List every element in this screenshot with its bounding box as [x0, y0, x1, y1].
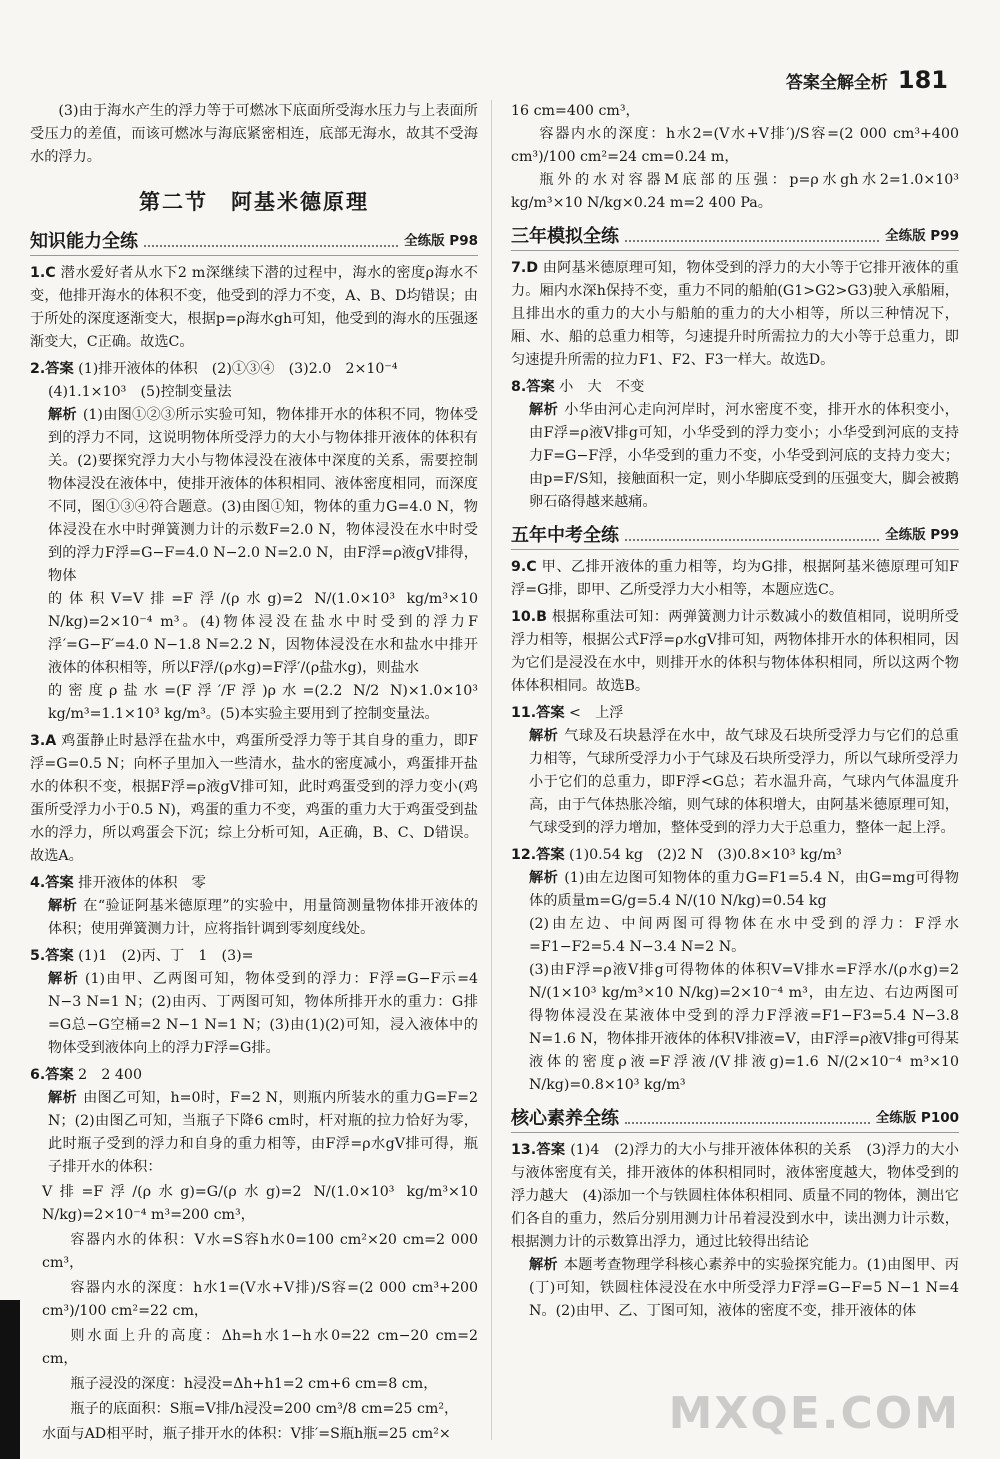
- header-title: 答案全解全析: [785, 73, 888, 93]
- answer-text: (1)排开液体的体积 (2)①③④ (3)2.0 2×10⁻⁴: [78, 361, 398, 377]
- question-number: 1.C: [30, 265, 56, 281]
- question-11-answer: [511, 702, 959, 725]
- question-1: [30, 262, 478, 354]
- question-13-answer: [511, 1139, 959, 1254]
- analysis-tag: 解析: [48, 971, 79, 987]
- question-number: 8.答案: [511, 379, 555, 395]
- question-5-analysis: [30, 968, 478, 1060]
- right-column: [511, 100, 959, 1323]
- question-6-formula-1: V排=F浮/(ρ水g)=G/(ρ水g)=2 N/(1.0×10³ kg/m³×10 N/kg)=2×10⁻⁴ m³=200 cm³，: [42, 1184, 478, 1223]
- continued-formula-3: 瓶外的水对容器M底部的压强：p=ρ水gh水2=1.0×10³ kg/m³×10 N/kg×0.24 m=2 400 Pa。: [511, 172, 959, 211]
- answer-text: (1)0.54 kg (2)2 N (3)0.8×10³ kg/m³: [569, 847, 842, 863]
- page-header: [786, 66, 948, 94]
- question-3: [30, 730, 478, 868]
- dotted-leader: [625, 240, 879, 242]
- question-text: 潜水爱好者从水下2 m深继续下潜的过程中，海水的密度ρ海水不变，他排开海水的体积不变，他受到的浮力不变，A、B、D均错误；由于所处的深度逐渐变大，根据p=ρ海水gh可知，他受到的海水的压强逐渐变大，C正确。故选C。: [30, 265, 478, 350]
- section-header-knowledge: [30, 230, 478, 256]
- question-6-answer: [30, 1064, 478, 1087]
- section-header-ref: 全练版 P98: [404, 233, 478, 249]
- question-11-analysis: [511, 725, 959, 840]
- question-6-formula-4: 则水面上升的高度：Δh=h水1−h水0=22 cm−20 cm=2 cm，: [42, 1328, 478, 1367]
- analysis-text: 本题考查物理学科核心素养中的实验探究能力。(1)由图甲、丙(丁)可知，铁圆柱体浸没在水中所受浮力F浮=G−F=5 N−1 N=4 N。(2)由甲、乙、丁图可知，液体的密度不变，排开液体的体: [529, 1257, 959, 1319]
- section-title: 第二节 阿基米德原理: [139, 190, 369, 214]
- question-6-formula-6: 瓶子的底面积：S瓶=V排/h浸没=200 cm³/8 cm=25 cm²，: [70, 1401, 459, 1417]
- question-12-analysis-3: (3)由F浮=ρ液V排g可得物体的体积V=V排水=F浮水/(ρ水g)=2 N/(1×10³ kg/m³×10 N/kg)=2×10⁻⁴ m³，由左边、右边两图可得物体浸没在某液体中受到的浮力F浮液=F1−F3=5.4 N−3.8 N=1.6 N，物体排开液体的体积V排液=V，由F浮=ρ液V排g可得某液体的密度ρ液=F浮液/(V排液g)=1.6 N/(2×10⁻⁴ m³×10 N/kg)=0.8×10³ kg/m³: [529, 962, 959, 1093]
- question-2-formula-1: 的体积V=V排=F浮/(ρ水g)=2 N/(1.0×10³ kg/m³×10 N/kg)=2×10⁻⁴ m³。(4)物体浸没在盐水中时受到的浮力F浮′=G−F′=4.0 N−1.8 N=2.2 N，因物体浸没在水和盐水中排开液体的体积相等，所以F浮/(ρ水g)=F浮′/(ρ盐水g)，则盐水: [48, 591, 478, 676]
- question-13-analysis: [511, 1254, 959, 1323]
- question-text: 根据称重法可知：两弹簧测力计示数减小的数值相同，说明所受浮力相等，根据公式F浮=ρ水gV排可知，两物体排开水的体积相同，因为它们是浸没在水中，则排开水的体积与物体体积相同，所以这两个物体体积相同。故选B。: [511, 609, 959, 694]
- analysis-tag: 解析: [48, 1090, 78, 1106]
- question-number: 11.答案: [511, 705, 565, 721]
- continued-formula-1: 16 cm=400 cm³，: [511, 103, 640, 119]
- column-divider: [491, 100, 492, 1440]
- question-number: 7.D: [511, 260, 539, 276]
- analysis-tag: 解析: [48, 898, 78, 914]
- question-2-answer-cont: (4)1.1×10³ (5)控制变量法: [48, 384, 232, 400]
- answer-text: < 上浮: [569, 705, 624, 721]
- analysis-text: (1)由左边图可知物体的重力G=F1=5.4 N，由G=mg可得物体的质量m=G/g=5.4 N/(10 N/kg)=0.54 kg: [529, 870, 959, 909]
- answer-text: 小 大 不变: [559, 379, 645, 395]
- question-number: 13.答案: [511, 1142, 566, 1158]
- question-text: 甲、乙排开液体的重力相等，均为G排，根据阿基米德原理可知F浮=G排，即甲、乙所受浮力大小相等，本题应选C。: [511, 559, 959, 598]
- question-12-analysis: [511, 867, 959, 913]
- question-number: 10.B: [511, 609, 547, 625]
- section-header-name: 知识能力全练: [30, 231, 138, 252]
- analysis-text: (1)由图①②③所示实验可知，物体排开水的体积不同，物体受到的浮力不同，这说明物体所受浮力的大小与物体排开液体的体积有关。(2)要探究浮力大小与物体浸没在液体中深度的关系，需要控制物体浸没在液体中，使排开液体的体积相同、液体密度相同，而深度不同，图①③④符合题意。(3)由图①知，物体的重力G=4.0 N，物体浸没在水中时弹簧测力计的示数F=2.0 N，物体浸没在水中时受到的浮力F浮=G−F=4.0 N−2.0 N=2.0 N，由F浮=ρ液gV排得，物体: [48, 407, 478, 584]
- section-header-name: 五年中考全练: [511, 525, 619, 546]
- section-header-name: 核心素养全练: [511, 1108, 619, 1129]
- question-10: [511, 606, 959, 698]
- section-header-ref: 全练版 P99: [885, 527, 959, 543]
- watermark: MXQE.COM: [668, 1388, 960, 1439]
- question-8-answer: [511, 376, 959, 399]
- section-header-core: [511, 1107, 959, 1133]
- section-header-five-year: [511, 524, 959, 550]
- question-12-analysis-2: (2)由左边、中间两图可得物体在水中受到的浮力：F浮水=F1−F2=5.4 N−3.4 N=2 N。: [529, 916, 959, 955]
- question-12-answer: [511, 844, 959, 867]
- analysis-tag: 解析: [529, 402, 559, 418]
- section-header-ref: 全练版 P100: [875, 1110, 959, 1126]
- dotted-leader: [144, 245, 398, 247]
- continued-formula-2: 容器内水的深度：h水2=(V水+V排′)/S容=(2 000 cm³+400 cm³)/100 cm²=24 cm=0.24 m，: [511, 126, 959, 165]
- question-number: 12.答案: [511, 847, 565, 863]
- question-4-answer: [30, 872, 478, 895]
- answer-text: 2 2 400: [78, 1067, 142, 1083]
- analysis-tag: 解析: [529, 870, 559, 886]
- question-2-answer: [30, 358, 478, 381]
- question-number: 5.答案: [30, 948, 74, 964]
- answer-text: (1)1 (2)丙、丁 1 (3)=: [78, 948, 254, 964]
- question-number: 4.答案: [30, 875, 74, 891]
- analysis-text: (1)由甲、乙两图可知，物体受到的浮力：F浮=G−F示=4 N−3 N=1 N；(2)由丙、丁两图可知，物体所排开水的重力：G排=G总−G空桶=2 N−1 N=1 N；(3)由(1)(2)可知，浸入液体中的物体受到液体向上的浮力F浮=G排。: [48, 971, 478, 1056]
- analysis-text: 气球及石块悬浮在水中，故气球及石块所受浮力与它们的总重力相等，气球所受浮力小于气球及石块所受浮力，所以气球所受浮力小于它们的总重力，即F浮<G总；若水温升高，气球内气体温度升高，由于气体热胀冷缩，则气球的体积增大，由阿基米德原理可知，气球受到的浮力增加，整体受到的浮力大于总重力，整体一起上浮。: [529, 728, 959, 836]
- question-text: 由阿基米德原理可知，物体受到的浮力的大小等于它排开液体的重力。厢内水深h保持不变，重力不同的船舶(G1>G2>G3)驶入承船厢，且排出水的重力的大小与船舶的重力的大小相等，所以三种情况下，厢、水、船的总重力相等，匀速提升时所需拉力的大小等于总重力，即匀速提升所需的拉力F1、F2、F3一样大。故选D。: [511, 260, 959, 368]
- analysis-tag: 解析: [48, 407, 77, 423]
- analysis-text: 由图乙可知，h=0时，F=2 N，则瓶内所装水的重力G=F=2 N；(2)由图乙可知，当瓶子下降6 cm时，杆对瓶的拉力恰好为零，此时瓶子受到的浮力和自身的重力相等，由F浮=ρ水gV排可得，瓶子排开水的体积：: [48, 1090, 478, 1175]
- question-4-analysis: [30, 895, 478, 941]
- question-7: [511, 257, 959, 372]
- question-2-formula-2: 的密度ρ盐水=(F浮′/F浮)ρ水=(2.2 N/2 N)×1.0×10³ kg/m³=1.1×10³ kg/m³。(5)本实验主要用到了控制变量法。: [48, 683, 478, 722]
- analysis-text: 小华由河心走向河岸时，河水密度不变，排开水的体积变小，由F浮=ρ液V排g可知，小华受到的浮力变小；小华受到河底的支持力F=G−F浮，小华受到的重力不变，小华受到河底的支持力变大；由p=F/S知，接触面积一定，则小华脚底受到的压强变大，脚会被鹅卵石硌得越来越痛。: [529, 402, 959, 510]
- question-6-formula-2: 容器内水的体积：V水=S容h水0=100 cm²×20 cm=2 000 cm³，: [42, 1232, 478, 1271]
- dotted-leader: [625, 539, 879, 541]
- left-column: [30, 100, 478, 1448]
- answer-text: (1)4 (2)浮力的大小与排开液体体积的关系 (3)浮力的大小与液体密度有关，排开液体的体积相同时，液体密度越大，物体受到的浮力越大 (4)添加一个与铁圆柱体体积相同、质量不同的物体，测出它们各自的重力，然后分别用测力计吊着浸没到水中，读出测力计示数，根据测力计的示数算出浮力，通过比较得出结论: [511, 1142, 959, 1250]
- question-6-formula-5: 瓶子浸没的深度：h浸没=Δh+h1=2 cm+6 cm=8 cm，: [70, 1376, 438, 1392]
- page-edge-shadow: [0, 1300, 20, 1459]
- question-6-formula-7: 水面与AD相平时，瓶子排开水的体积：V排′=S瓶h瓶=25 cm²×: [42, 1426, 451, 1442]
- question-9: [511, 556, 959, 602]
- dotted-leader: [625, 1122, 870, 1124]
- question-5-answer: [30, 945, 478, 968]
- question-number: 6.答案: [30, 1067, 74, 1083]
- section-header-ref: 全练版 P99: [885, 228, 959, 244]
- question-8-analysis: [511, 399, 959, 514]
- question-6-formula-3: 容器内水的深度：h水1=(V水+V排)/S容=(2 000 cm³+200 cm³)/100 cm²=22 cm，: [42, 1280, 478, 1319]
- intro-paragraph: (3)由于海水产生的浮力等于可燃冰下底面所受海水压力与上表面所受压力的差值，而该可燃冰与海底紧密相连，底部无海水，故其不受海水的浮力。: [30, 103, 478, 165]
- analysis-tag: 解析: [529, 1257, 558, 1273]
- question-text: 鸡蛋静止时悬浮在盐水中，鸡蛋所受浮力等于其自身的重力，即F浮=G=0.5 N；向杯子里加入一些清水，盐水的密度减小，鸡蛋排开盐水的体积不变，根据F浮=ρ液gV排可知，此时鸡蛋受到的浮力变小(鸡蛋所受浮力小于0.5 N)，鸡蛋的重力不变，鸡蛋的重力大于鸡蛋受到盐水的浮力，所以鸡蛋会下沉；综上分析可知，A正确，B、C、D错误。故选A。: [30, 733, 478, 864]
- analysis-text: 在“验证阿基米德原理”的实验中，用量筒测量物体排开液体的体积；使用弹簧测力计，应将指针调到零刻度线处。: [48, 898, 478, 937]
- question-6-analysis: [30, 1087, 478, 1179]
- answer-text: 排开液体的体积 零: [78, 875, 206, 891]
- question-2-analysis: [30, 404, 478, 588]
- question-number: 9.C: [511, 559, 537, 575]
- question-number: 3.A: [30, 733, 57, 749]
- section-header-three-year: [511, 225, 959, 251]
- page-number: 181: [897, 66, 948, 94]
- question-number: 2.答案: [30, 361, 74, 377]
- section-header-name: 三年模拟全练: [511, 226, 619, 247]
- analysis-tag: 解析: [529, 728, 559, 744]
